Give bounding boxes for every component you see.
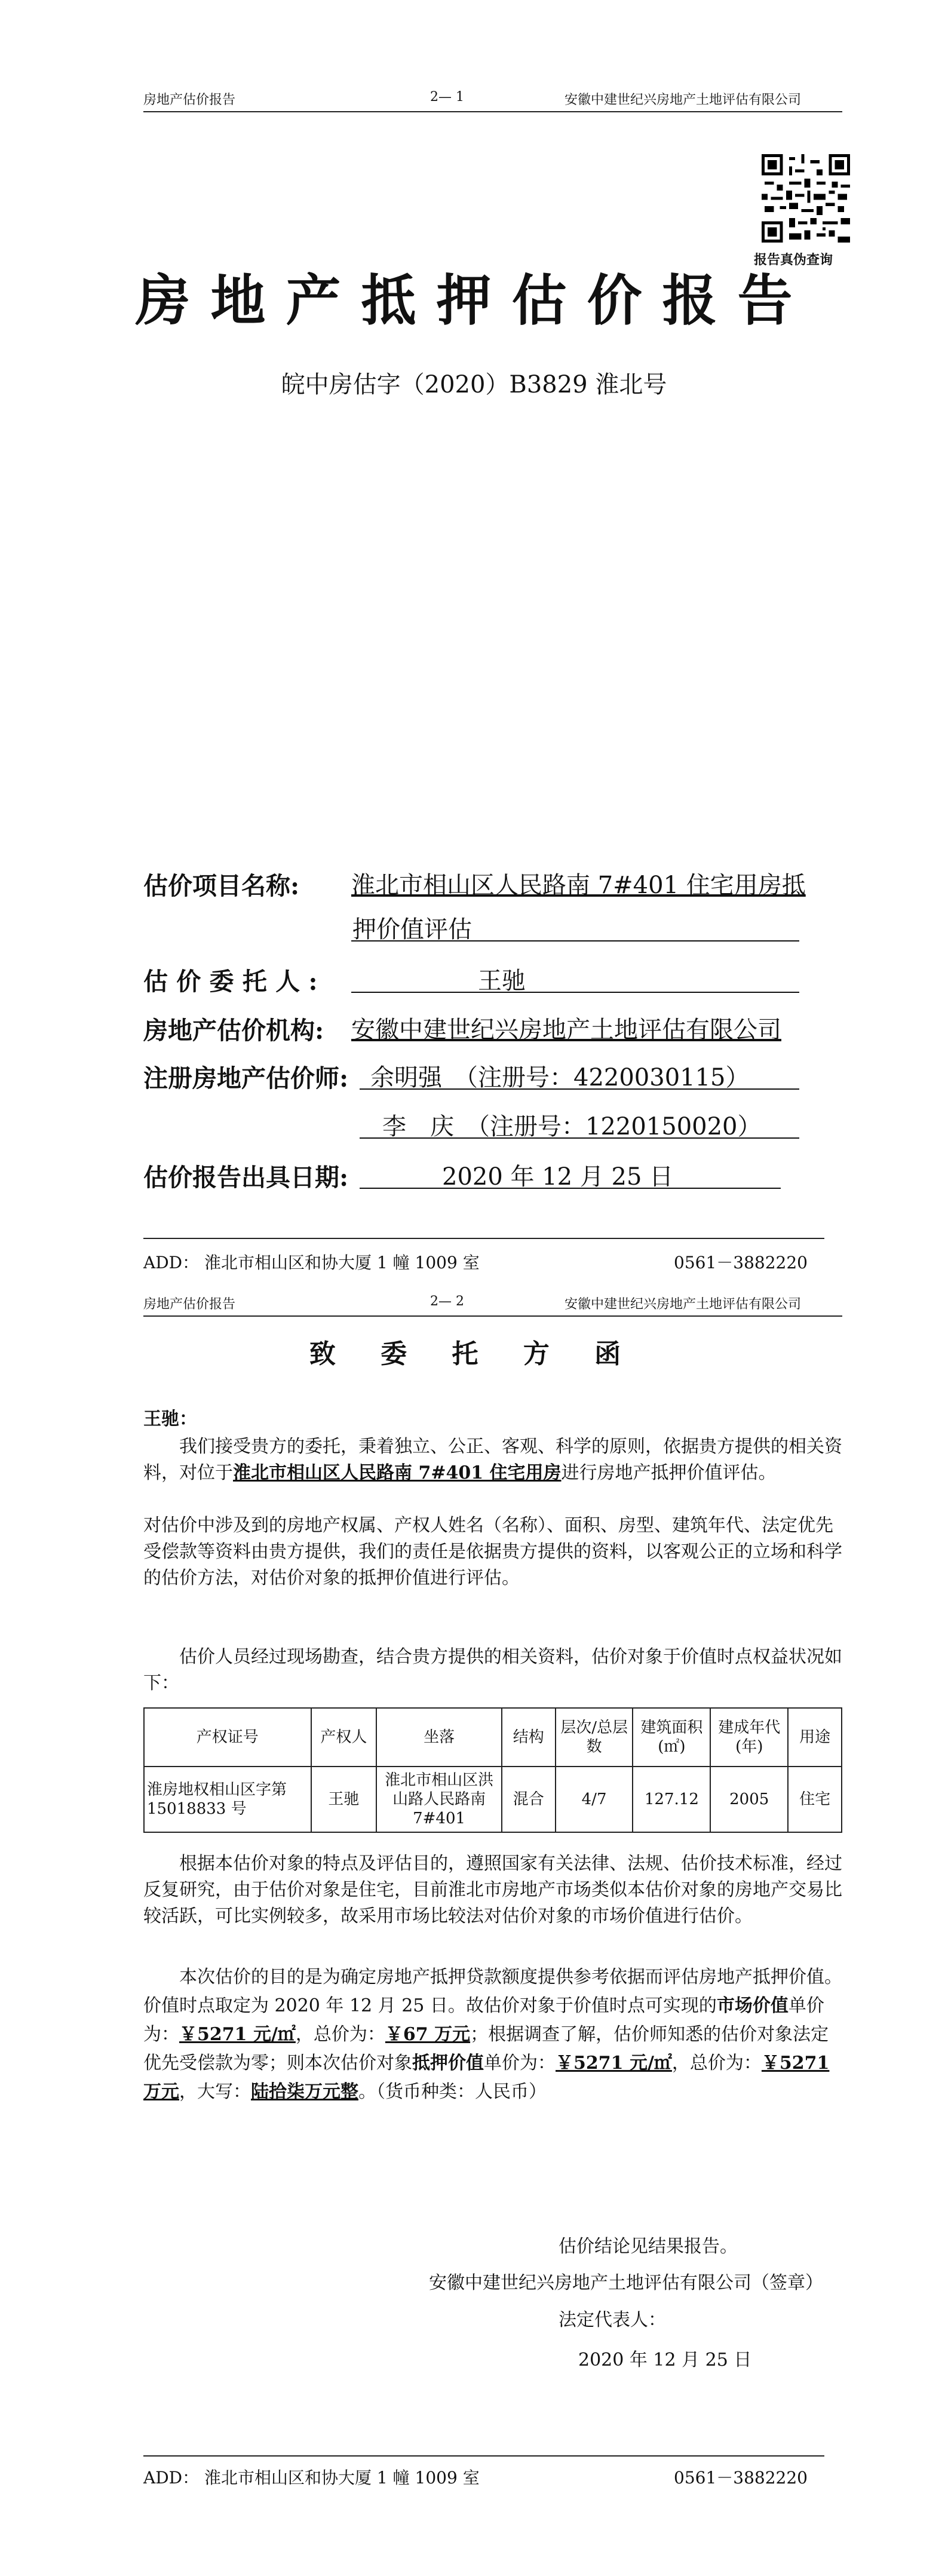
- page2-footer-phone: 0561－3882220: [674, 2468, 808, 2488]
- page2-header-left: 房地产估价报告: [143, 1297, 236, 1312]
- table-header-cell: 产权人: [311, 1708, 377, 1767]
- table-header-cell: 坐落: [376, 1708, 502, 1767]
- project-name-value-line2: 押价值评估: [352, 916, 472, 943]
- table-cell: 127.12: [633, 1767, 710, 1832]
- page1-header-right: 安徽中建世纪兴房地产土地评估有限公司: [564, 93, 802, 108]
- property-rights-table: [143, 1707, 842, 1833]
- client-underline: [351, 992, 799, 993]
- salutation: 王驰：: [143, 1409, 197, 1430]
- table-header-cell: 建成年代(年): [710, 1708, 788, 1767]
- mortgage-value-term: 抵押价值: [412, 2053, 484, 2074]
- page1-header-page-number: 2— 1: [430, 90, 464, 105]
- closing-conclusion: 估价结论见结果报告。: [559, 2236, 738, 2257]
- table-header-cell: 结构: [502, 1708, 556, 1767]
- mortgage-total-in-words: 陆拾柒万元整: [251, 2081, 358, 2102]
- appraiser-label: 注册房地产估价师:: [143, 1064, 349, 1093]
- table-header-cell: 产权证号: [144, 1708, 311, 1767]
- page1-footer-phone: 0561－3882220: [674, 1253, 808, 1272]
- table-cell: 淮房地权相山区字第15018833 号: [144, 1767, 311, 1832]
- page2-footer-address: ADD： 淮北市相山区和协大厦 1 幢 1009 室: [143, 2468, 480, 2488]
- paragraph-survey: 估价人员经过现场勘查，结合贵方提供的相关资料，估价对象于价值时点权益状况如下：: [143, 1646, 842, 1694]
- report-date-value: 2020 年 12 月 25 日: [442, 1163, 674, 1191]
- table-cell: 4/7: [556, 1767, 633, 1832]
- table-header-cell: 用途: [788, 1708, 842, 1767]
- market-value-term: 市场价值: [716, 1995, 789, 2016]
- paragraph-responsibility: 对估价中涉及到的房地产权属、产权人姓名（名称）、面积、房型、建筑年代、法定优先受偿款等资料由贵方提供，我们的责任是依据贵方提供的资料，以客观公正的立场和科学的估价方法，对估价对象的抵押价值进行评估。: [143, 1515, 842, 1588]
- qr-caption: 报告真伪查询: [754, 252, 833, 268]
- table-cell: 2005: [710, 1767, 788, 1832]
- table-header-cell: 层次/总层数: [556, 1708, 633, 1767]
- agency-value: 安徽中建世纪兴房地产土地评估有限公司: [351, 1016, 781, 1044]
- table-header-cell: 建筑面积(㎡): [633, 1708, 710, 1767]
- project-name-value-line1: 淮北市相山区人民路南 7#401 住宅用房抵: [351, 872, 806, 899]
- closing-company-seal: 安徽中建世纪兴房地产土地评估有限公司（签章）: [429, 2273, 823, 2293]
- report-date-label: 估价报告出具日期:: [143, 1163, 349, 1192]
- paragraph-engagement: 我们接受贵方的委托，秉着独立、公正、客观、科学的原则，依据贵方提供的相关资料，对位于淮北市相山区人民路南 7#401 住宅用房进行房地产抵押价值评估。: [143, 1436, 842, 1483]
- table-row: [144, 1767, 842, 1832]
- table-cell: 淮北市相山区洪山路人民路南 7#401: [376, 1767, 502, 1832]
- page1-footer-address: ADD： 淮北市相山区和协大厦 1 幢 1009 室: [143, 1253, 480, 1272]
- appraiser-1: 余明强 （注册号：4220030115）: [370, 1064, 750, 1091]
- property-address-highlight: 淮北市相山区人民路南 7#401 住宅用房: [233, 1462, 562, 1483]
- document-number: 皖中房估字（2020）B3829 淮北号: [281, 371, 667, 398]
- report-date-underline: [360, 1188, 781, 1189]
- page2-header-right: 安徽中建世纪兴房地产土地评估有限公司: [564, 1297, 802, 1312]
- project-name-underline: [351, 940, 799, 942]
- report-title: 房地产抵押估价报告: [135, 268, 813, 333]
- table-cell: 混合: [502, 1767, 556, 1832]
- table-cell: 住宅: [788, 1767, 842, 1832]
- closing-legal-representative: 法定代表人：: [559, 2310, 666, 2330]
- agency-label: 房地产估价机构:: [143, 1016, 324, 1045]
- page1-header-rule: [143, 111, 842, 112]
- page1-footer-rule: [143, 1238, 824, 1239]
- appraiser-1-underline: [360, 1088, 799, 1090]
- mortgage-total-price: ￥5271 万元: [143, 2053, 830, 2102]
- qr-code-icon[interactable]: [762, 154, 850, 243]
- paragraph-valuation-result: 本次估价的目的是为确定房地产抵押贷款额度提供参考依据而评估房地产抵押价值。价值时点取定为 2020 年 12 月 25 日。故估价对象于价值时点可实现的市场价值单价为：￥5271 元/㎡，总价为：￥67 万元；根据调查了解，估价师知悉的估价对象法定优先受偿款为零；则本次估价对象抵押价值单价为：￥5271 元/㎡，总价为：￥5271 万元，大写：陆拾柒万元整。（货币种类：人民币）: [143, 1967, 842, 2102]
- table-header-row: [144, 1708, 842, 1767]
- mortgage-unit-price: ￥5271 元/㎡: [556, 2053, 672, 2074]
- appraiser-2: 李 庆 （注册号：1220150020）: [382, 1113, 762, 1140]
- market-unit-price: ￥5271 元/㎡: [179, 2024, 296, 2045]
- table-cell: 王驰: [311, 1767, 377, 1832]
- client-label: 估 价 委 托 人 :: [143, 967, 318, 996]
- paragraph-method: 根据本估价对象的特点及评估目的，遵照国家有关法律、法规、估价技术标准，经过反复研究，由于估价对象是住宅，目前淮北市房地产市场类似本估价对象的房地产交易比较活跃，可比实例较多，故采用市场比较法对估价对象的市场价值进行估价。: [143, 1853, 842, 1927]
- page1-header-left: 房地产估价报告: [143, 93, 236, 108]
- page2-header-rule: [143, 1315, 842, 1317]
- market-total-price: ￥67 万元: [385, 2024, 471, 2045]
- page2-footer-rule: [143, 2455, 824, 2457]
- page2-header-page-number: 2— 2: [430, 1294, 464, 1309]
- appraiser-2-underline: [360, 1137, 799, 1139]
- client-value: 王驰: [478, 967, 526, 995]
- project-name-label: 估价项目名称:: [143, 872, 300, 900]
- letter-title: 致 委 托 方 函: [309, 1339, 639, 1369]
- closing-date: 2020 年 12 月 25 日: [578, 2350, 752, 2370]
